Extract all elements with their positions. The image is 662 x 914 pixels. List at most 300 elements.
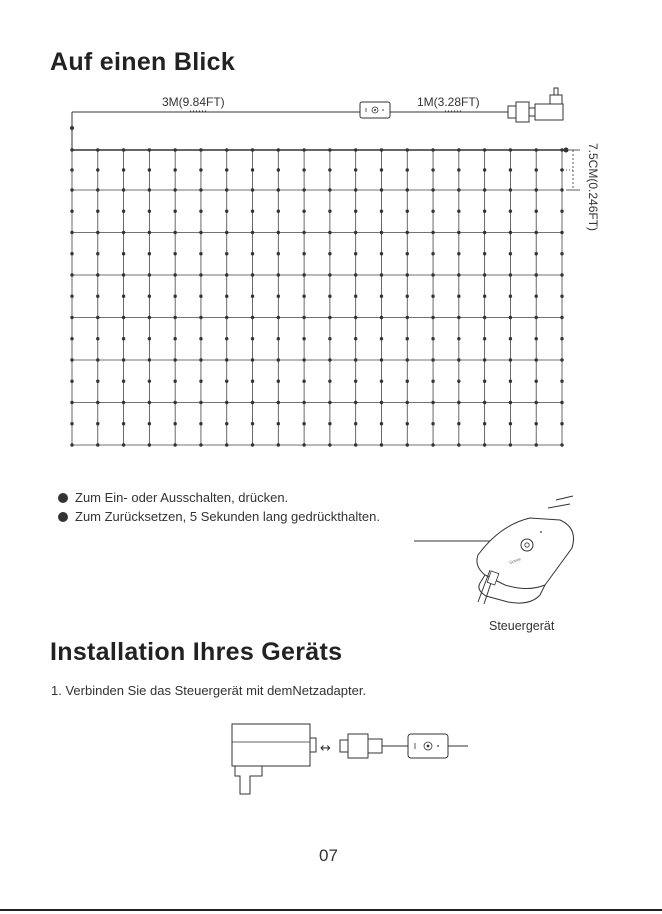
led-dot	[148, 422, 151, 425]
led-dot	[173, 252, 176, 255]
led-dot	[457, 210, 460, 213]
led-dot	[509, 188, 512, 191]
led-dot	[354, 380, 357, 383]
led-dot	[380, 252, 383, 255]
led-dot	[96, 148, 99, 151]
led-dot	[251, 252, 254, 255]
led-dot	[457, 148, 460, 151]
led-dot	[535, 273, 538, 276]
led-dot	[122, 231, 125, 234]
led-dot	[173, 422, 176, 425]
led-dot	[251, 358, 254, 361]
led-dot	[70, 295, 73, 298]
led-dot	[70, 443, 73, 446]
led-dot	[199, 358, 202, 361]
led-dot	[122, 337, 125, 340]
led-dot	[96, 401, 99, 404]
led-dot	[302, 252, 305, 255]
led-dot	[302, 337, 305, 340]
led-dot	[483, 380, 486, 383]
led-dot	[483, 252, 486, 255]
led-dot	[483, 422, 486, 425]
led-dot	[122, 210, 125, 213]
led-dot	[483, 316, 486, 319]
led-dot	[225, 252, 228, 255]
led-dot	[380, 358, 383, 361]
overview-title: Auf einen Blick	[50, 48, 236, 76]
led-dot	[328, 380, 331, 383]
led-dot	[122, 401, 125, 404]
led-dot	[560, 443, 563, 446]
led-dot	[380, 380, 383, 383]
led-dot	[251, 443, 254, 446]
led-dot	[225, 273, 228, 276]
led-dot	[70, 210, 73, 213]
led-dot	[225, 231, 228, 234]
led-dot	[225, 210, 228, 213]
led-dot	[431, 273, 434, 276]
main-cable-length: 3M(9.84FT)	[162, 95, 225, 109]
spacing-label: 7.5CM(0.246FT)	[586, 143, 600, 232]
led-dot	[483, 295, 486, 298]
led-dot	[225, 358, 228, 361]
led-dot	[225, 401, 228, 404]
led-dot	[509, 380, 512, 383]
led-dot	[509, 148, 512, 151]
led-dot	[406, 295, 409, 298]
led-dot	[560, 380, 563, 383]
led-dot	[96, 231, 99, 234]
led-dot	[96, 188, 99, 191]
led-dot	[457, 337, 460, 340]
controller-caption: Steuergerät	[489, 619, 555, 633]
led-dot	[354, 168, 357, 171]
bullet-icon	[58, 512, 68, 522]
led-dot	[148, 273, 151, 276]
led-dot	[354, 358, 357, 361]
controller-device-illustration	[414, 496, 574, 604]
led-dot	[251, 168, 254, 171]
led-dot	[302, 210, 305, 213]
led-dot	[354, 188, 357, 191]
led-dot	[354, 295, 357, 298]
led-dot	[148, 168, 151, 171]
led-dot	[406, 337, 409, 340]
led-dot	[70, 401, 73, 404]
led-dot	[431, 231, 434, 234]
led-dot	[431, 358, 434, 361]
page-number: 07	[319, 846, 338, 865]
led-dot	[96, 422, 99, 425]
led-dot	[277, 252, 280, 255]
led-dot	[328, 316, 331, 319]
led-dot	[122, 295, 125, 298]
led-dot	[431, 295, 434, 298]
led-dot	[302, 358, 305, 361]
controller-box	[360, 102, 390, 118]
led-dot	[560, 148, 563, 151]
led-dot	[535, 252, 538, 255]
led-dot	[483, 168, 486, 171]
led-dot	[380, 273, 383, 276]
led-dot	[328, 252, 331, 255]
led-dot	[328, 210, 331, 213]
led-dot	[148, 380, 151, 383]
led-dot	[70, 380, 73, 383]
led-dot	[302, 380, 305, 383]
led-dot	[509, 295, 512, 298]
led-dot	[457, 401, 460, 404]
led-dot	[251, 210, 254, 213]
led-dot	[406, 188, 409, 191]
led-dot	[122, 252, 125, 255]
led-dot	[173, 380, 176, 383]
led-dot	[354, 273, 357, 276]
led-dot	[96, 168, 99, 171]
led-dot	[431, 148, 434, 151]
led-dot	[535, 295, 538, 298]
led-dot	[406, 316, 409, 319]
led-dot	[354, 443, 357, 446]
led-dot	[431, 401, 434, 404]
led-dot	[173, 273, 176, 276]
led-dot	[431, 316, 434, 319]
led-dot	[225, 337, 228, 340]
led-dot	[148, 443, 151, 446]
led-dot	[251, 148, 254, 151]
led-dot	[302, 422, 305, 425]
led-dot	[354, 337, 357, 340]
led-dot	[431, 443, 434, 446]
led-dot	[122, 273, 125, 276]
led-dot	[225, 443, 228, 446]
led-dot	[277, 316, 280, 319]
led-dot	[122, 188, 125, 191]
led-dot	[148, 210, 151, 213]
led-dot	[277, 210, 280, 213]
led-dot	[509, 168, 512, 171]
led-dot	[380, 148, 383, 151]
led-dot	[431, 168, 434, 171]
led-dot	[457, 168, 460, 171]
led-dot	[199, 188, 202, 191]
led-dot	[560, 295, 563, 298]
led-dot	[328, 273, 331, 276]
led-dot	[406, 252, 409, 255]
led-dot	[406, 148, 409, 151]
led-dot	[277, 168, 280, 171]
led-dot	[173, 210, 176, 213]
led-dot	[380, 316, 383, 319]
led-dot	[96, 443, 99, 446]
led-dot	[406, 380, 409, 383]
led-dot	[380, 295, 383, 298]
led-dot	[431, 210, 434, 213]
led-dot	[406, 168, 409, 171]
led-dot	[173, 188, 176, 191]
led-dot	[509, 358, 512, 361]
led-dot	[302, 168, 305, 171]
led-dot	[302, 401, 305, 404]
note-reset	[58, 507, 380, 526]
led-dot	[173, 148, 176, 151]
led-dot	[354, 252, 357, 255]
led-dot	[225, 422, 228, 425]
led-dot	[328, 401, 331, 404]
led-dot	[328, 168, 331, 171]
led-dot	[535, 316, 538, 319]
led-dot	[277, 273, 280, 276]
led-dot	[173, 295, 176, 298]
led-dot	[96, 252, 99, 255]
led-dot	[173, 337, 176, 340]
led-dot	[457, 273, 460, 276]
led-dot	[509, 231, 512, 234]
led-dot	[302, 231, 305, 234]
led-dot	[148, 148, 151, 151]
led-dot	[277, 231, 280, 234]
led-dot	[277, 188, 280, 191]
led-dot	[509, 422, 512, 425]
led-dot	[380, 443, 383, 446]
led-dot	[277, 337, 280, 340]
led-dot	[535, 188, 538, 191]
led-dot	[148, 231, 151, 234]
led-dot	[328, 231, 331, 234]
power-adapter-icon	[508, 88, 563, 122]
led-dot	[148, 401, 151, 404]
led-dot	[302, 316, 305, 319]
led-dot	[328, 337, 331, 340]
led-dot	[380, 168, 383, 171]
note-power	[58, 488, 380, 507]
led-dot	[354, 422, 357, 425]
led-dot	[96, 380, 99, 383]
led-dot	[328, 148, 331, 151]
led-dot	[406, 401, 409, 404]
led-dot	[380, 210, 383, 213]
led-dot	[560, 252, 563, 255]
led-dot	[483, 273, 486, 276]
led-dot	[380, 231, 383, 234]
led-dot	[509, 252, 512, 255]
led-dot	[122, 316, 125, 319]
led-dot	[277, 295, 280, 298]
led-dot	[457, 188, 460, 191]
led-dot	[199, 231, 202, 234]
led-dot	[225, 380, 228, 383]
led-dot	[225, 316, 228, 319]
led-dot	[277, 380, 280, 383]
led-dot	[560, 273, 563, 276]
led-dot	[277, 358, 280, 361]
led-dot	[560, 358, 563, 361]
led-dot	[251, 231, 254, 234]
led-dot	[302, 148, 305, 151]
led-dot	[70, 422, 73, 425]
led-dot	[483, 210, 486, 213]
led-dot	[199, 210, 202, 213]
step-1: 1. Verbinden Sie das Steuergerät mit demNetzadapter.	[51, 683, 367, 698]
connection-diagram	[232, 724, 468, 794]
led-dot	[148, 337, 151, 340]
led-dot	[509, 401, 512, 404]
led-dot	[406, 231, 409, 234]
installation-title: Installation Ihres Geräts	[50, 638, 343, 666]
led-dot	[328, 422, 331, 425]
led-dot	[483, 337, 486, 340]
led-dot	[302, 188, 305, 191]
led-dot	[96, 316, 99, 319]
led-dot	[535, 401, 538, 404]
led-dot	[70, 316, 73, 319]
led-dot	[96, 358, 99, 361]
led-dot	[560, 401, 563, 404]
led-dot	[457, 358, 460, 361]
note-power-text: Zum Ein- oder Ausschalten, drücken.	[75, 490, 289, 505]
led-dot	[225, 295, 228, 298]
led-dot	[535, 358, 538, 361]
led-dot	[328, 188, 331, 191]
led-dot	[199, 148, 202, 151]
led-dot	[173, 231, 176, 234]
led-dot	[148, 188, 151, 191]
led-dot	[199, 337, 202, 340]
led-dot	[431, 380, 434, 383]
led-dot	[560, 231, 563, 234]
led-dot	[535, 210, 538, 213]
led-dot	[277, 148, 280, 151]
led-dot	[122, 380, 125, 383]
led-dot	[251, 422, 254, 425]
led-dot	[173, 168, 176, 171]
led-dot	[96, 295, 99, 298]
led-dot	[122, 148, 125, 151]
led-dot	[251, 401, 254, 404]
led-dot	[560, 422, 563, 425]
led-dot	[148, 295, 151, 298]
led-dot	[277, 443, 280, 446]
note-reset-text: Zum Zurücksetzen, 5 Sekunden lang gedrückthalten.	[75, 509, 380, 524]
led-dot	[70, 252, 73, 255]
led-dot	[199, 401, 202, 404]
led-dot	[328, 443, 331, 446]
led-dot	[328, 358, 331, 361]
led-dot	[199, 443, 202, 446]
led-dot	[148, 358, 151, 361]
led-dot	[354, 148, 357, 151]
led-grid	[70, 148, 568, 447]
led-dot	[199, 316, 202, 319]
led-dot	[122, 358, 125, 361]
led-dot	[483, 401, 486, 404]
led-dot	[199, 380, 202, 383]
led-dot	[431, 422, 434, 425]
led-dot	[70, 273, 73, 276]
led-dot	[457, 443, 460, 446]
led-dot	[483, 188, 486, 191]
led-dot	[483, 148, 486, 151]
led-dot	[380, 337, 383, 340]
controller-notes	[58, 488, 380, 526]
svg-text:↔: ↔	[320, 741, 331, 756]
led-dot	[70, 148, 73, 151]
led-dot	[535, 380, 538, 383]
led-dot	[380, 401, 383, 404]
led-dot	[457, 231, 460, 234]
led-dot	[509, 443, 512, 446]
led-dot	[535, 443, 538, 446]
led-dot	[251, 295, 254, 298]
led-dot	[70, 337, 73, 340]
led-dot	[173, 358, 176, 361]
led-dot	[96, 273, 99, 276]
led-dot	[96, 337, 99, 340]
led-dot	[509, 337, 512, 340]
led-dot	[457, 252, 460, 255]
led-dot	[199, 422, 202, 425]
led-dot	[354, 210, 357, 213]
svg-text:Govee: Govee	[508, 556, 522, 565]
led-dot	[457, 295, 460, 298]
led-dot	[199, 168, 202, 171]
led-dot	[431, 252, 434, 255]
led-dot	[302, 443, 305, 446]
led-dot	[173, 316, 176, 319]
led-dot	[199, 273, 202, 276]
led-dot	[354, 401, 357, 404]
led-dot	[251, 337, 254, 340]
led-dot	[199, 295, 202, 298]
led-dot	[251, 380, 254, 383]
led-dot	[560, 188, 563, 191]
adapter-cable-length: 1M(3.28FT)	[417, 95, 480, 109]
led-dot	[457, 422, 460, 425]
led-dot	[406, 422, 409, 425]
led-dot	[354, 316, 357, 319]
led-dot	[122, 168, 125, 171]
led-dot	[483, 443, 486, 446]
led-dot	[354, 231, 357, 234]
led-dot	[225, 188, 228, 191]
led-dot	[509, 316, 512, 319]
led-dot	[251, 188, 254, 191]
led-dot	[251, 273, 254, 276]
led-dot	[535, 168, 538, 171]
led-dot	[148, 252, 151, 255]
led-dot	[535, 231, 538, 234]
led-dot	[431, 188, 434, 191]
led-dot	[70, 231, 73, 234]
led-dot	[406, 358, 409, 361]
led-dot	[148, 316, 151, 319]
led-dot	[251, 316, 254, 319]
bullet-icon	[58, 493, 68, 503]
led-dot	[225, 168, 228, 171]
led-dot	[277, 422, 280, 425]
led-dot	[122, 443, 125, 446]
led-dot	[173, 401, 176, 404]
led-dot	[122, 422, 125, 425]
led-dot	[509, 273, 512, 276]
led-dot	[457, 380, 460, 383]
led-dot	[96, 210, 99, 213]
led-dot	[509, 210, 512, 213]
led-dot	[380, 188, 383, 191]
led-dot	[457, 316, 460, 319]
led-dot	[302, 295, 305, 298]
led-dot	[535, 148, 538, 151]
